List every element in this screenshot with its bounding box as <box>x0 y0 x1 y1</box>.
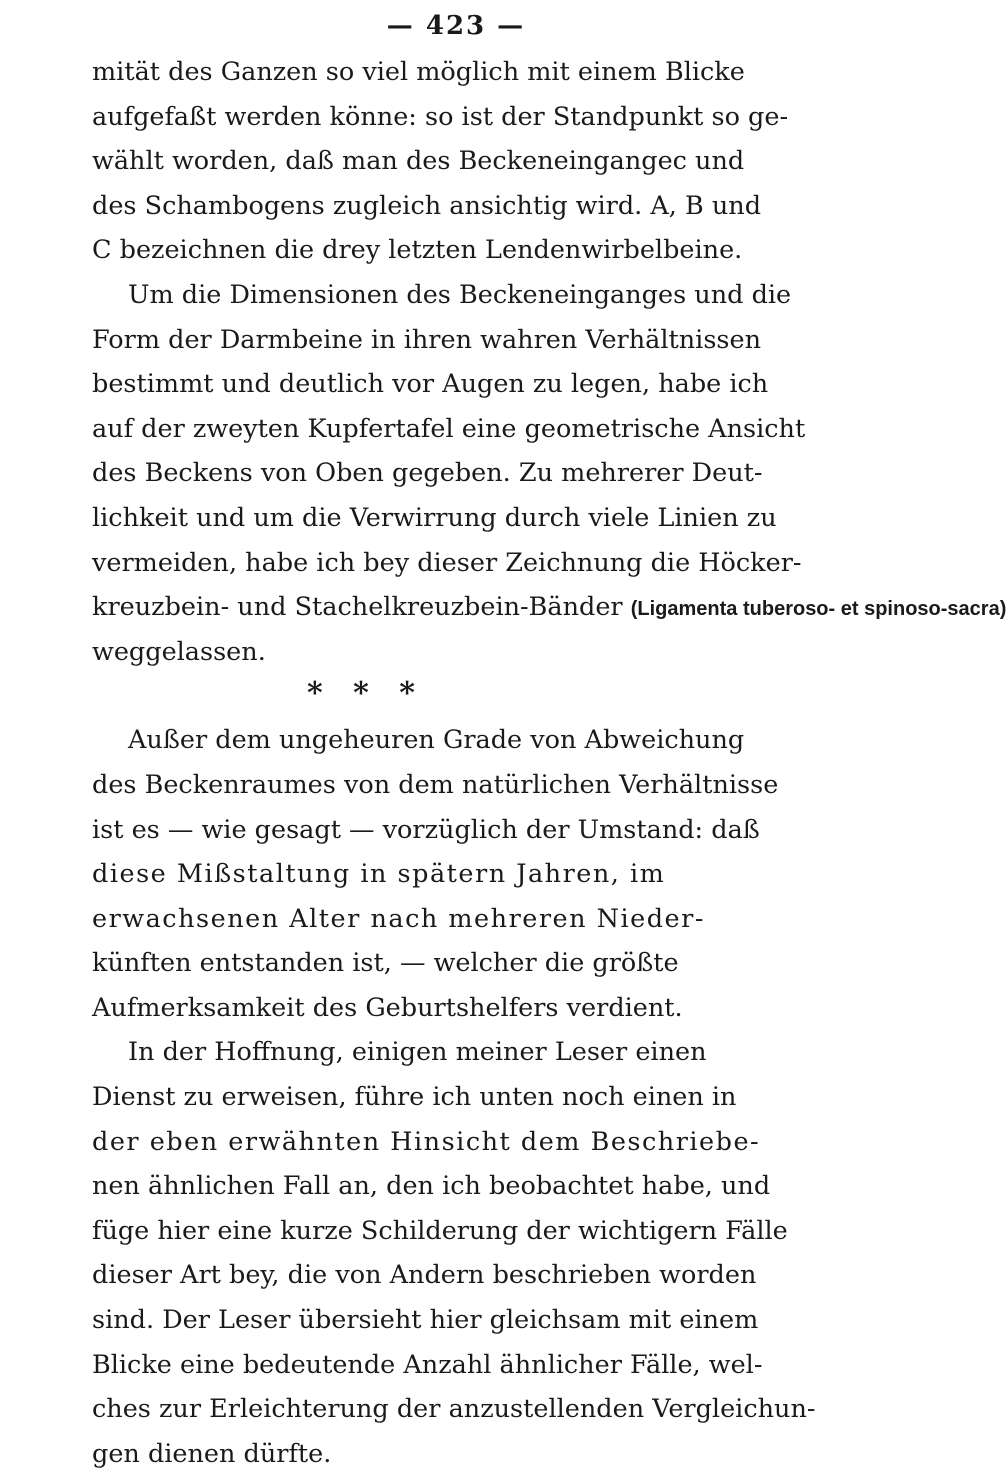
text-line: des Beckens von Oben gegeben. Zu mehrerer Deut- <box>92 458 763 489</box>
text-line: weggelassen. <box>92 636 266 667</box>
text-line <box>92 585 1006 630</box>
text-line: erwachsenen Alter nach mehreren Nieder- <box>92 903 705 934</box>
text-line: der eben erwähnten Hinsicht dem Beschriebe- <box>92 1126 761 1157</box>
text-line: dieser Art bey, die von Andern beschrieben worden <box>92 1260 757 1291</box>
paragraph-3 <box>92 718 779 1030</box>
text-line: Dienst zu erweisen, führe ich unten noch einen in <box>92 1082 737 1113</box>
paragraph-2 <box>92 273 1006 674</box>
text-line: lichkeit und um die Verwirrung durch viele Linien zu <box>92 502 777 533</box>
text-span: kreuzbein- und Stachelkreuzbein-Bänder <box>92 592 623 623</box>
text-line: nen ähnlichen Fall an, den ich beobachtet habe, und <box>92 1171 771 1202</box>
text-line: In der Hoffnung, einigen meiner Leser einen <box>128 1037 707 1068</box>
text-line: Blicke eine bedeutende Anzahl ähnlicher Fälle, wel- <box>92 1349 763 1380</box>
paragraph-1 <box>92 50 789 273</box>
text-line: Um die Dimensionen des Beckeneinganges und die <box>128 279 792 310</box>
text-line: diese Mißstaltung in spätern Jahren, im <box>92 859 666 890</box>
section-divider-stars: * * * <box>307 676 425 712</box>
text-line: Form der Darmbeine in ihren wahren Verhältnissen <box>92 324 762 355</box>
text-line: Außer dem ungeheuren Grade von Abweichung <box>128 725 745 756</box>
text-line: Aufmerksamkeit des Geburtshelfers verdient. <box>92 992 683 1023</box>
page-number: — 423 — <box>386 11 526 41</box>
text-line: künften entstanden ist, — welcher die größte <box>92 948 679 979</box>
text-line: aufgefaßt werden könne: so ist der Standpunkt so ge- <box>92 101 789 132</box>
text-line: des Schambogens zugleich ansichtig wird. A, B und <box>92 190 762 221</box>
text-line: C bezeichnen die drey letzten Lendenwirbelbeine. <box>92 235 743 266</box>
text-line: füge hier eine kurze Schilderung der wichtigern Fälle <box>92 1215 788 1246</box>
text-line: bestimmt und deutlich vor Augen zu legen, habe ich <box>92 369 769 400</box>
text-line: des Beckenraumes von dem natürlichen Verhältnisse <box>92 769 779 800</box>
text-line: mität des Ganzen so viel möglich mit einem Blicke <box>92 57 745 87</box>
paragraph-4 <box>92 1030 816 1476</box>
text-line: ist es — wie gesagt — vorzüglich der Umstand: daß <box>92 814 760 845</box>
latin-term: (Ligamenta tuberoso- et spinoso-sacra) <box>630 598 1006 621</box>
text-line: gen dienen dürfte. <box>92 1438 332 1469</box>
text-line: auf der zweyten Kupfertafel eine geometrische Ansicht <box>92 413 806 444</box>
text-line: sind. Der Leser übersieht hier gleichsam mit einem <box>92 1305 759 1336</box>
text-line: ches zur Erleichterung der anzustellenden Vergleichun- <box>92 1394 816 1425</box>
text-line: wählt worden, daß man des Beckeneingangeс und <box>92 146 745 177</box>
text-line: vermeiden, habe ich bey dieser Zeichnung die Höcker- <box>92 547 802 578</box>
